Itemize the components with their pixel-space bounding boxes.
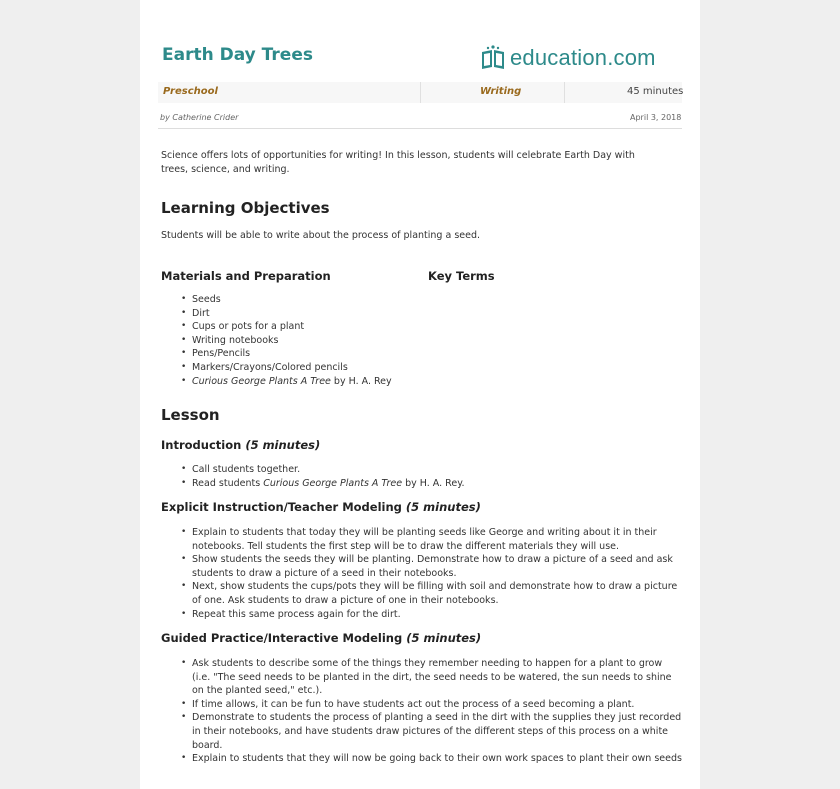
author-byline: by Catherine Crider: [160, 113, 239, 122]
list-item: • Seeds: [181, 294, 221, 305]
duration-label: 45 minutes: [627, 86, 684, 97]
list-item: • Pens/Pencils: [181, 348, 251, 360]
list-item: • Cups or pots for a plant: [181, 321, 305, 333]
book-icon: [478, 43, 508, 73]
page-title: Earth Day Trees: [162, 45, 313, 65]
list-item: • Markers/Crayons/Colored pencils: [181, 361, 348, 373]
introduction-heading: Introduction (5 minutes): [161, 438, 321, 452]
list-item: • If time allows, it can be fun to have students act out the process of a seed becoming a plant.: [181, 698, 635, 710]
list-item: • Ask students to describe some of the things they remember needing to happen for a plant to grow (i.e. "The seed needs to be planted in the dirt, the seed needs to be watered, the sun needs to shine on the planted seed," etc.).: [181, 658, 672, 697]
header-divider: [158, 128, 682, 129]
list-item: • Read students Curious George Plants A Tree by H. A. Rey.: [181, 477, 465, 489]
list-item: • Call students together.: [181, 464, 301, 475]
list-item: • Explain to students that today they will be planting seeds like George and writing about it in their notebooks. Tell students the first step will be to draw the different materials they will use.: [181, 527, 657, 552]
lesson-heading: Lesson: [161, 406, 220, 424]
materials-heading: Materials and Preparation: [161, 269, 331, 283]
explicit-instruction-heading: Explicit Instruction/Teacher Modeling (5 minutes): [161, 500, 481, 514]
materials-list: [161, 293, 392, 388]
book-title: Curious George Plants A Tree: [192, 375, 331, 387]
intro-paragraph: Science offers lots of opportunities for writing! In this lesson, students will celebrate Earth Day with trees, science, and writing.: [161, 150, 635, 175]
list-item: • Demonstrate to students the process of planting a seed in the dirt with the supplies they just recorded in their notebooks, and have students draw pictures of the different steps of this process on a white board.: [181, 712, 682, 751]
lesson-page: [140, 0, 700, 789]
time-label: (5 minutes): [405, 500, 481, 514]
guided-practice-list: [161, 657, 682, 766]
list-item: • Show students the seeds they will be planting. Demonstrate how to draw a picture of a seed and ask students to draw a picture of a seed in their notebooks.: [181, 554, 673, 579]
list-item: • Curious George Plants A Tree by H. A. Rey: [181, 375, 392, 387]
book-title: Curious George Plants A Tree: [263, 477, 403, 489]
key-terms-heading: Key Terms: [428, 269, 495, 283]
list-item: • Next, show students the cups/pots they will be filling with soil and demonstrate how to draw a picture of one. Ask students to draw a picture of one in their notebooks.: [181, 581, 678, 606]
list-item: • Writing notebooks: [181, 334, 279, 346]
subject-label[interactable]: Writing: [480, 86, 522, 97]
objectives-text: Students will be able to write about the process of planting a seed.: [161, 230, 481, 241]
list-item: • Repeat this same process again for the dirt.: [181, 608, 401, 620]
publish-date: April 3, 2018: [630, 113, 682, 122]
objectives-heading: Learning Objectives: [161, 199, 330, 217]
guided-practice-heading: Guided Practice/Interactive Modeling (5 minutes): [161, 631, 482, 645]
education-logo[interactable]: [478, 42, 656, 74]
meta-divider: [420, 82, 421, 103]
time-label: (5 minutes): [406, 631, 482, 645]
explicit-instruction-list: [161, 526, 682, 621]
list-item: • Dirt: [181, 307, 210, 319]
grade-label[interactable]: Preschool: [163, 86, 218, 97]
introduction-list: [161, 463, 464, 490]
time-label: (5 minutes): [245, 438, 321, 452]
list-item: • Explain to students that they will now be going back to their own work spaces to plant their own seeds: [181, 753, 682, 765]
meta-divider: [564, 82, 565, 103]
logo-text: education.com: [510, 45, 656, 70]
